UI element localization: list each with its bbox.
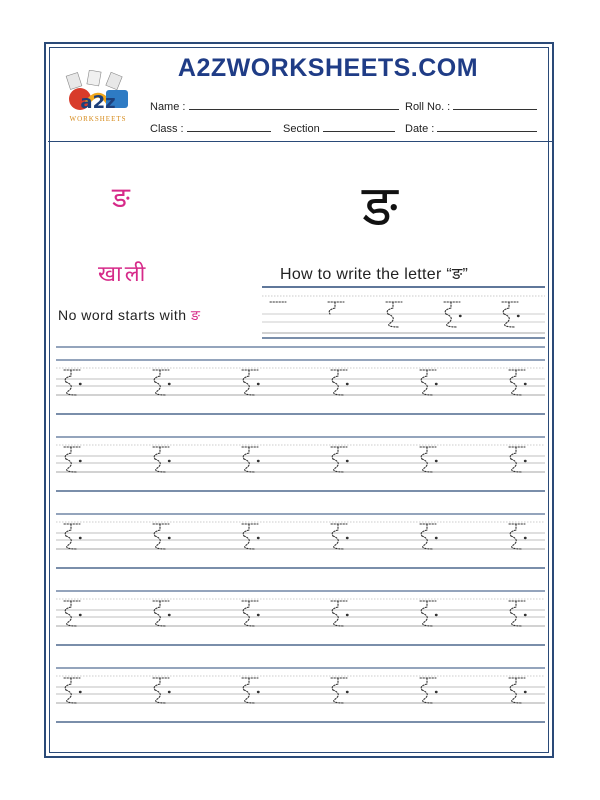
roll-label: Roll No. : — [405, 101, 451, 113]
trace-letter[interactable] — [64, 601, 81, 626]
trace-letter[interactable] — [242, 678, 259, 703]
trace-letter[interactable] — [153, 447, 170, 472]
trace-letter[interactable] — [509, 370, 526, 395]
stroke-step-3[interactable] — [386, 302, 402, 327]
trace-letter[interactable] — [420, 678, 437, 703]
trace-letter[interactable] — [331, 370, 348, 395]
trace-letter[interactable] — [153, 370, 170, 395]
letter-large: ङ — [362, 174, 398, 239]
no-word-text: No word starts with — [58, 307, 187, 323]
trace-letter[interactable] — [509, 447, 526, 472]
trace-letter[interactable] — [509, 678, 526, 703]
trace-letter[interactable] — [331, 601, 348, 626]
stroke-step-2[interactable] — [328, 302, 344, 314]
date-label: Date : — [405, 123, 435, 135]
trace-letter[interactable] — [242, 601, 259, 626]
practice-row — [56, 360, 545, 414]
trace-letter[interactable] — [420, 447, 437, 472]
class-label: Class : — [150, 123, 184, 135]
practice-row — [56, 514, 545, 568]
trace-letter[interactable] — [242, 370, 259, 395]
trace-letter[interactable] — [509, 601, 526, 626]
trace-letter[interactable] — [331, 447, 348, 472]
practice-row — [56, 591, 545, 645]
trace-letter[interactable] — [331, 524, 348, 549]
logo-subtext: WORKSHEETS — [69, 115, 127, 123]
stroke-step-5[interactable] — [502, 302, 519, 327]
site-title: A2ZWORKSHEETS.COM — [177, 54, 479, 82]
trace-letter[interactable] — [509, 524, 526, 549]
trace-letter[interactable] — [153, 601, 170, 626]
trace-letter[interactable] — [64, 524, 81, 549]
trace-letter[interactable] — [64, 678, 81, 703]
trace-letter[interactable] — [242, 447, 259, 472]
trace-letter[interactable] — [420, 601, 437, 626]
trace-letter[interactable] — [64, 447, 81, 472]
trace-letter[interactable] — [331, 678, 348, 703]
stroke-step-4[interactable] — [444, 302, 461, 327]
trace-letter[interactable] — [64, 370, 81, 395]
name-label: Name : — [150, 101, 186, 113]
section-label: Section — [283, 123, 320, 135]
no-word-letter: ङ — [190, 307, 201, 323]
how-to-heading: How to write the letter “ङ” — [280, 266, 469, 283]
practice-row — [56, 668, 545, 722]
trace-letter[interactable] — [420, 524, 437, 549]
trace-letter[interactable] — [242, 524, 259, 549]
practice-row — [56, 437, 545, 491]
logo-text: a2z — [80, 92, 116, 113]
example-word: खाली — [98, 262, 149, 287]
trace-letter[interactable] — [153, 524, 170, 549]
letter-small: ङ — [112, 181, 130, 214]
trace-letter[interactable] — [153, 678, 170, 703]
trace-letter[interactable] — [420, 370, 437, 395]
